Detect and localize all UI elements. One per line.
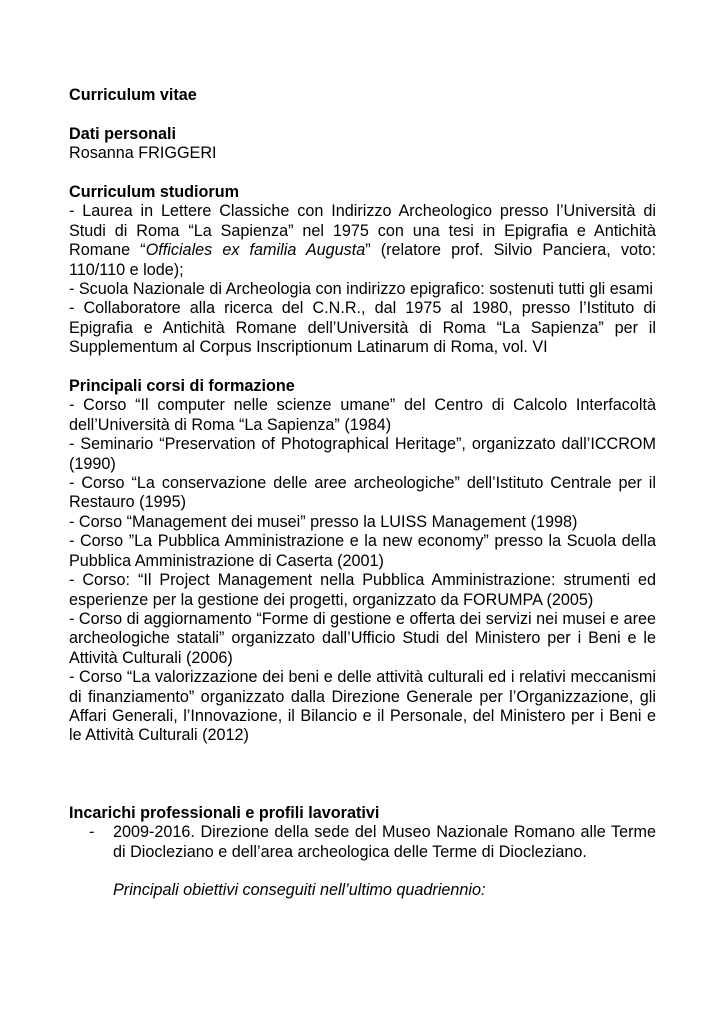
corso-item: - Corso “La conservazione delle aree archeologiche” dell’Istituto Centrale per il Restauro (1995) [69, 474, 656, 512]
laurea-text-start: - Laurea in Lettere Classiche con Indirizzo Archeologico presso l’Università di Studi di Roma “La Sapienza” nel 1975 con una tesi in Epigrafia e Antichità Romane “ [69, 202, 656, 260]
corso-item: - Corso di aggiornamento “Forme di gestione e offerta dei servizi nei musei e aree archeologiche statali” organizzato dall’Ufficio Studi del Ministero per i Beni e le Attività Culturali (2006) [69, 609, 656, 667]
corso-item: - Corso “La valorizzazione dei beni e delle attività culturali ed i relativi meccanismi di finanziamento” organizzato dalla Direzione Generale per l’Organizzazione, gli Affari Generali, l’Innovazione, il Bilancio e il Personale, del Ministero per i Beni e le Attività Culturali (2012) [69, 668, 656, 745]
dati-personali-heading: Dati personali [69, 124, 177, 143]
spacer [69, 358, 656, 377]
incarichi-list-item [69, 823, 656, 862]
corso-item: - Corso “Management dei musei” presso la LUISS Management (1998) [69, 512, 578, 531]
corsi-heading: Principali corsi di formazione [69, 377, 295, 396]
studiorum-item-cnr: - Collaboratore alla ricerca del C.N.R., dal 1975 al 1980, presso l’Istituto di Epigrafia e Antichità Romane dell’Università di Roma “La Sapienza” per il Supplementum al Corpus Inscriptionum Latinarum di Roma, vol. VI [69, 299, 656, 357]
document-title: Curriculum vitae [69, 86, 197, 104]
incarichi-heading: Incarichi professionali e profili lavorativi [69, 803, 380, 822]
spacer [69, 746, 656, 804]
person-name: Rosanna FRIGGERI [69, 144, 217, 163]
laurea-text-end: ” (relatore prof. Silvio Panciera, voto: 110/110 e lode); [69, 241, 656, 279]
curriculum-studiorum-heading: Curriculum studiorum [69, 183, 239, 201]
document-body [69, 86, 656, 901]
spacer [69, 105, 656, 124]
studiorum-item-scuola: - Scuola Nazionale di Archeologia con indirizzo epigrafico: sostenuti tutti gli esami [69, 280, 653, 299]
corso-item: - Corso “Il computer nelle scienze umane” del Centro di Calcolo Interfacoltà dell’Università di Roma “La Sapienza” (1984) [69, 396, 656, 434]
corso-item: - Corso ”La Pubblica Amministrazione e la new economy” presso la Scuola della Pubblica Amministrazione di Caserta (2001) [69, 532, 656, 570]
studiorum-item-laurea [69, 202, 656, 280]
list-bullet: - [89, 823, 95, 842]
corso-item: - Corso: “Il Project Management nella Pubblica Amministrazione: strumenti ed esperienze per la gestione dei progetti, organizzato da FORUMPA (2005) [69, 571, 656, 609]
incarichi-item-text: 2009-2016. Direzione della sede del Museo Nazionale Romano alle Terme di Diocleziano e dell’area archeologica delle Terme di Diocleziano. [113, 823, 656, 861]
spacer [69, 862, 656, 881]
obiettivi-subheading: Principali obiettivi conseguiti nell’ultimo quadriennio: [113, 881, 486, 900]
thesis-title: Officiales ex familia Augusta [145, 241, 366, 260]
spacer [69, 164, 656, 183]
corso-item: - Seminario “Preservation of Photographical Heritage”, organizzato dall’ICCROM (1990) [69, 435, 656, 473]
